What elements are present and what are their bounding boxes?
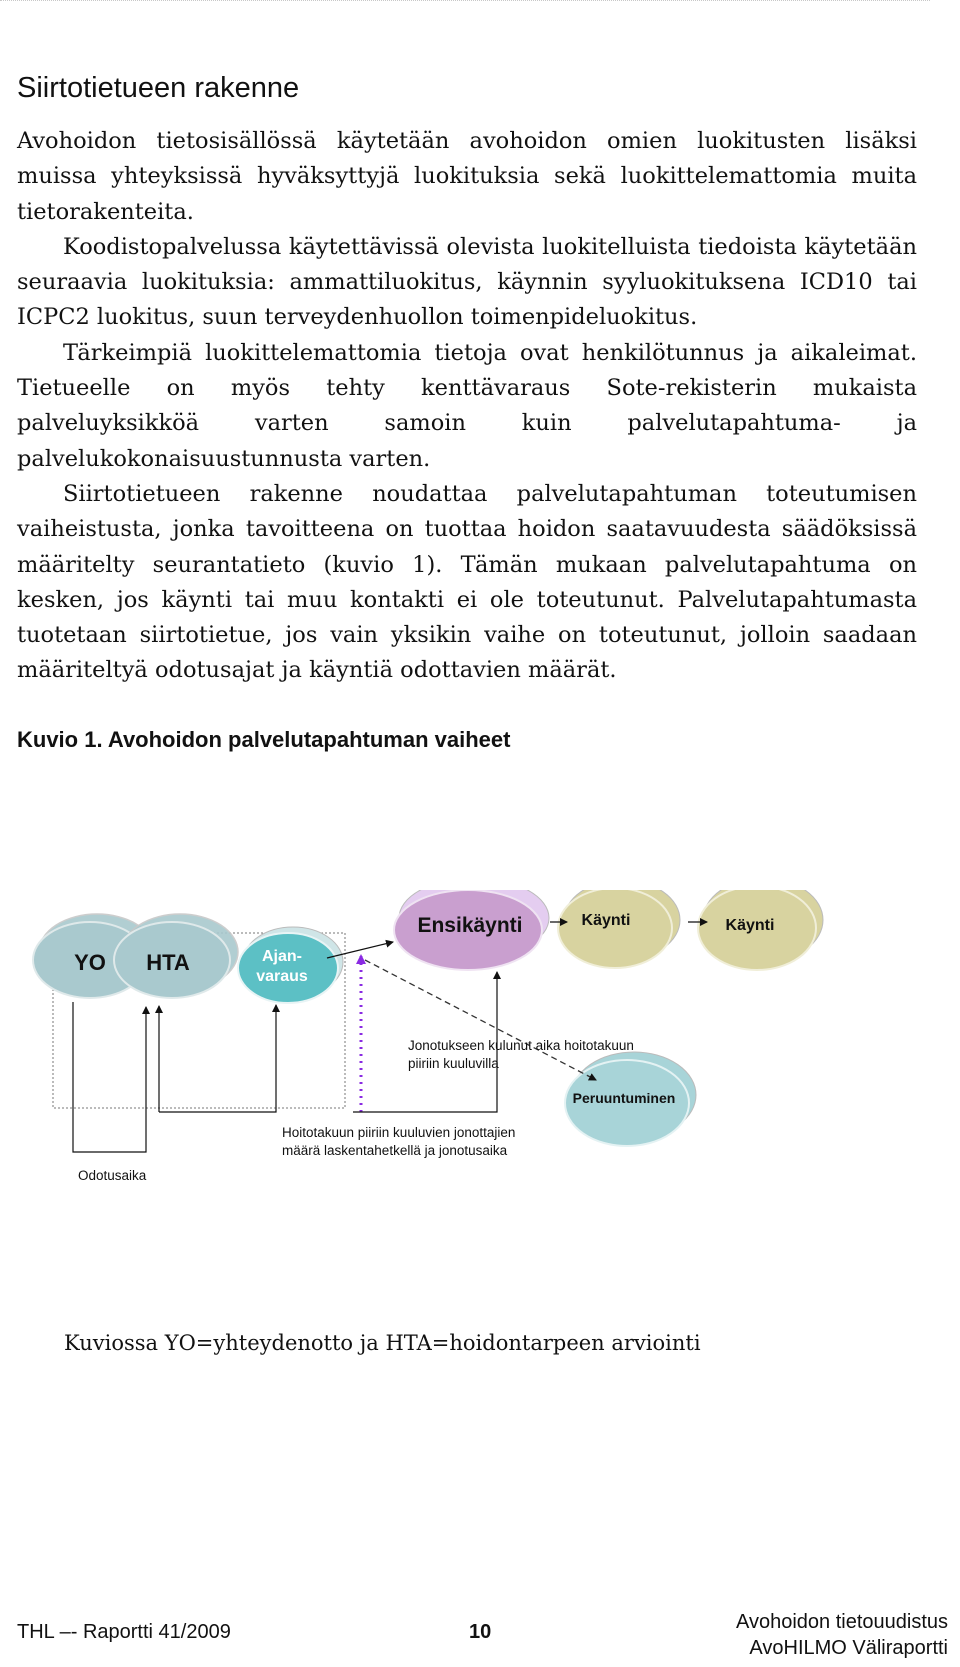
paragraph: Tärkeimpiä luokittelemattomia tietoja ovat henkilötunnus ja aikaleimat. Tietueelle on myös tehty kenttävaraus Sote-rekisterin mukaista palveluyksikköä varten samoin kuin palvelutapahtuma- ja palvelukokonaisuustunnusta varten. <box>17 339 917 472</box>
peruuntuminen-node <box>565 1052 696 1146</box>
ajanvaraus-node <box>238 927 343 1003</box>
label-jonotus-1: Jonotukseen kulunut aika hoitotakuun <box>408 1038 634 1053</box>
top-rule <box>0 0 930 1</box>
figure-title: Kuvio 1. Avohoidon palvelutapahtuman vaiheet <box>17 727 511 752</box>
paragraph: Koodistopalvelussa käytettävissä olevista luokitelluista tiedoista käytetään seuraavia luokituksia: ammattiluokitus, käynnin syyluokituksena ICD10 tai ICPC2 luokitus, suun terveydenhuollon toimenpideluokitus. <box>17 233 917 331</box>
kaynti-node-2 <box>698 890 823 970</box>
paragraph: Siirtotietueen rakenne noudattaa palvelutapahtuman toteutumisen vaiheistusta, jonka tavoitteena on tuottaa hoidon saatavuudesta säädöksissä määritelty seurantatieto (kuvio 1). Tämän mukaan palvelutapahtuma on kesken, jos käynti tai muu kontakti ei ole toteutunut. Palvelutapahtumasta tuotetaan siirtotietue, jos vain yksikin vaihe on toteutunut, jolloin saadaan määriteltyä odotusajat ja käyntiä odottavien määrät. <box>17 480 917 684</box>
ensikaynti-node <box>394 890 549 970</box>
kaynti-label-1: Käynti <box>581 912 631 929</box>
ensikaynti-label: Ensikäynti <box>417 914 523 937</box>
connector-hta-ajanvaraus <box>159 1005 276 1112</box>
paragraph: Avohoidon tietosisällössä käytetään avohoidon omien luokitusten lisäksi muissa yhteyksissä hyväksyttyjä luokituksia sekä luokittelemattomia muita tietorakenteita. <box>17 128 917 225</box>
kaynti-label-2: Käynti <box>725 917 775 934</box>
label-odotusaika: Odotusaika <box>78 1168 147 1183</box>
page-number: 10 <box>469 1621 492 1643</box>
ajanvaraus-label-2: varaus <box>256 968 308 985</box>
footer-left: THL –- Raportti 41/2009 <box>17 1621 231 1643</box>
yo-label: YO <box>74 950 106 975</box>
footer-right-line-1: Avohoidon tietouudistus <box>735 1611 948 1633</box>
connector-odotusaika <box>73 1002 146 1152</box>
ajanvaraus-label-1: Ajan- <box>262 948 302 965</box>
section-heading: Siirtotietueen rakenne <box>17 72 300 104</box>
label-jonotus-2: piiriin kuuluvilla <box>408 1056 499 1071</box>
body-text <box>17 124 917 689</box>
footer-right <box>736 1609 948 1661</box>
process-diagram <box>0 890 960 1230</box>
footer-right-line-2: AvoHILMO Väliraportti <box>749 1637 948 1659</box>
figure-caption: Kuviossa YO=yhteydenotto ja HTA=hoidontarpeen arviointi <box>64 1331 701 1355</box>
hta-label: HTA <box>146 950 190 975</box>
peruuntuminen-label: Peruuntuminen <box>572 1090 676 1106</box>
kaynti-node-1 <box>558 890 680 968</box>
label-hoitotakuu-2: määrä laskentahetkellä ja jonotusaika <box>282 1143 508 1158</box>
label-hoitotakuu-1: Hoitotakuun piiriin kuuluvien jonottajien <box>282 1125 516 1140</box>
